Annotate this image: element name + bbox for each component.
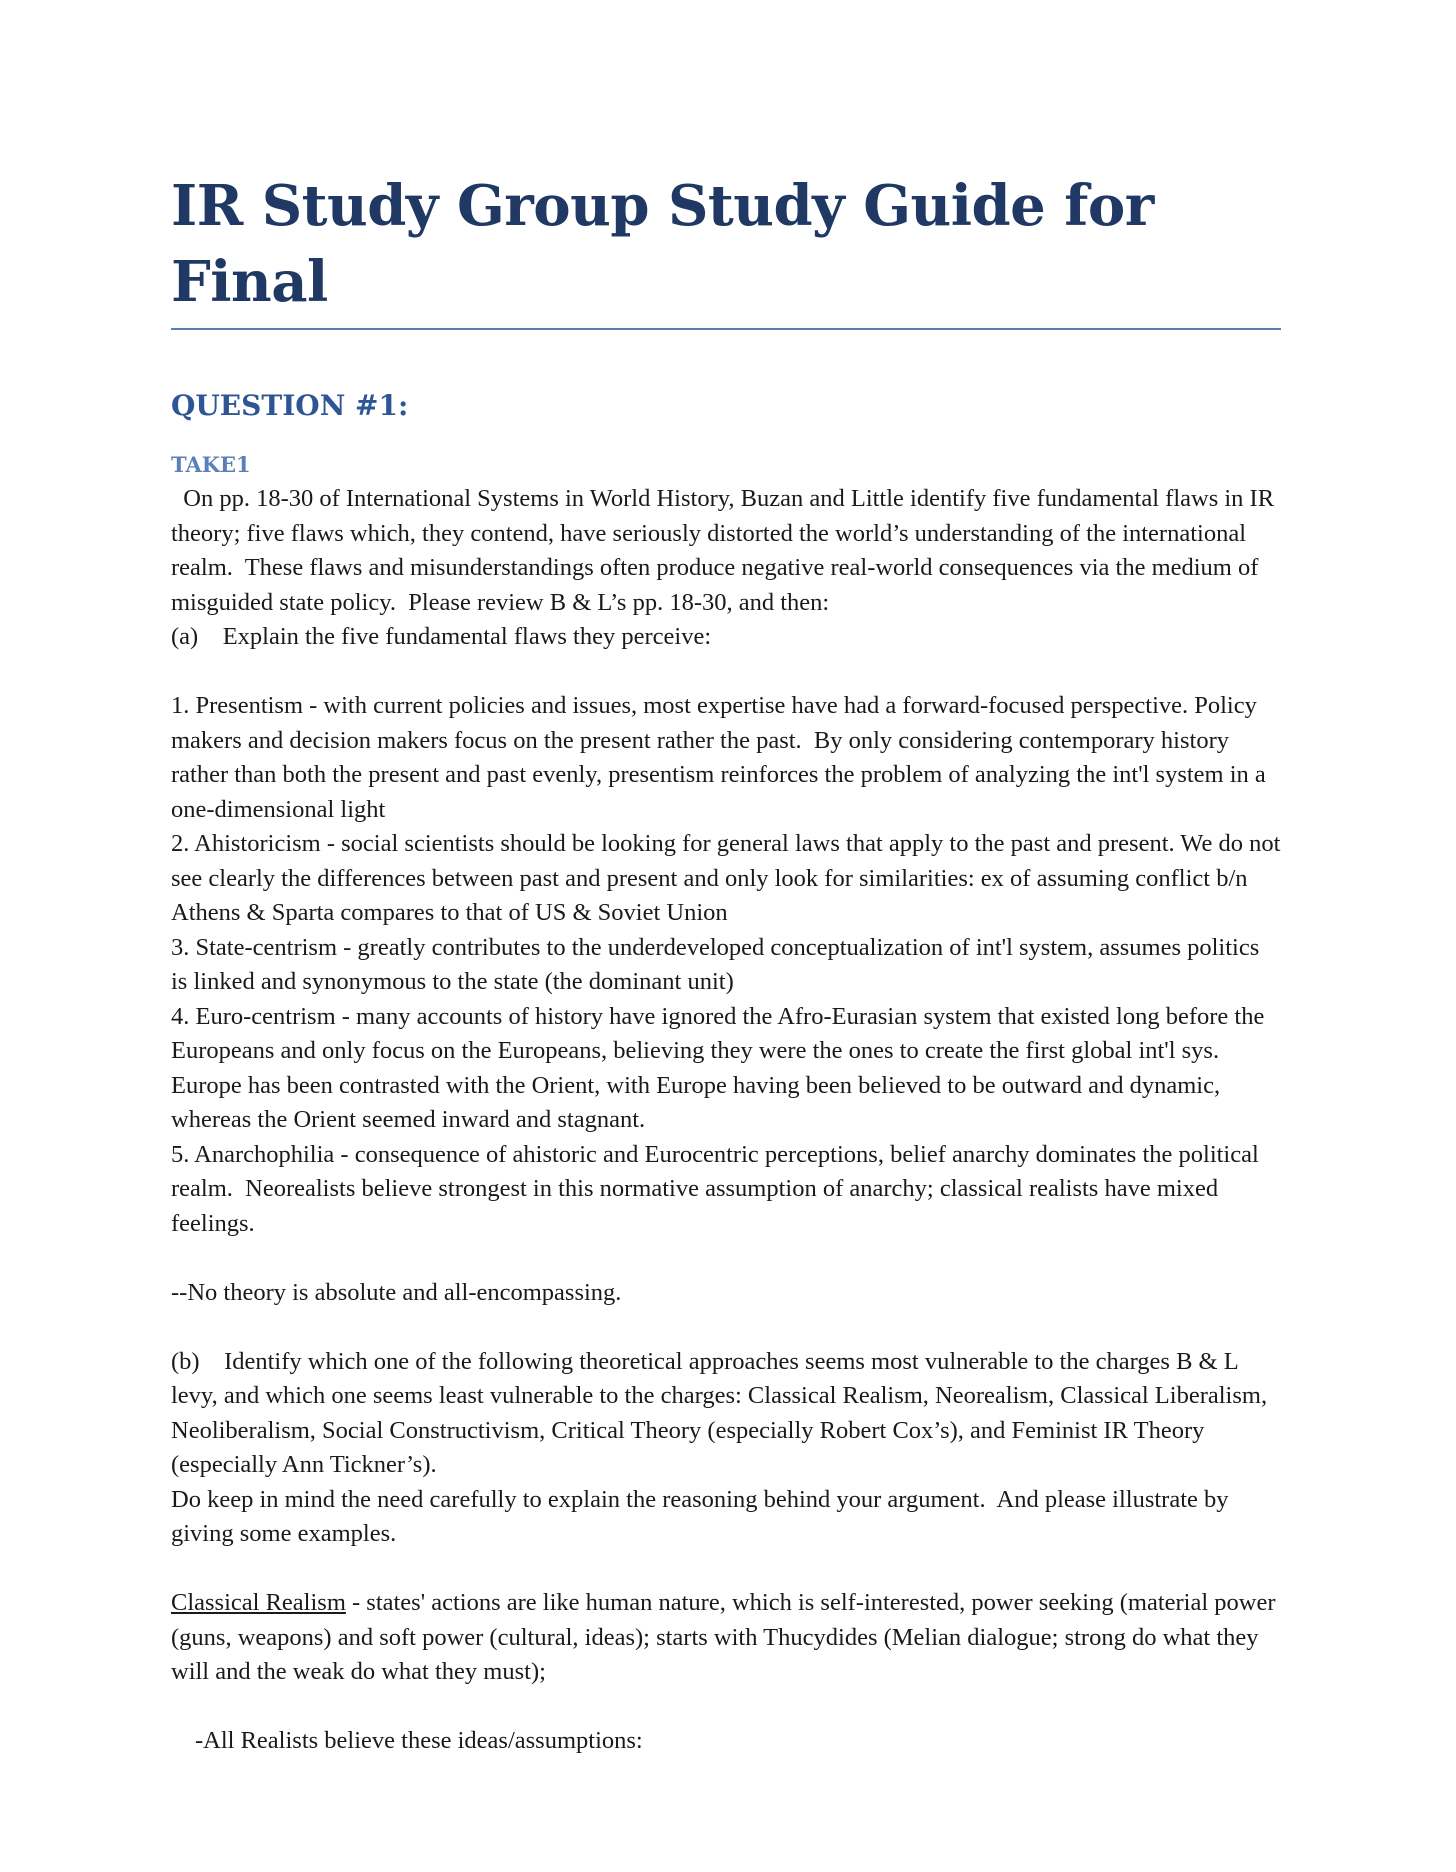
- spacer: [171, 1241, 1281, 1276]
- spacer: [171, 1552, 1281, 1587]
- spacer: [171, 1690, 1281, 1725]
- part-a-prompt: (a) Explain the five fundamental flaws they perceive:: [171, 623, 712, 650]
- document-title: IR Study Group Study Guide for Final: [171, 168, 1281, 330]
- intro-paragraph: On pp. 18-30 of International Systems in World History, Buzan and Little identify five fundamental flaws in IR theory; five flaws which, they contend, have seriously distorted the world’s understanding of the international realm. These flaws and misunderstandings often produce negative real-world consequences via the medium of misguided state policy. Please review B & L’s pp. 18-30, and then:: [171, 485, 1281, 616]
- classical-realism-definition: - states' actions are like human nature, which is self-interested, power seeking (material power (guns, weapons) and soft power (cultural, ideas); starts with Thucydides (Melian dialogue; strong do what they will and the weak do what they must);: [171, 1589, 1282, 1685]
- flaw-presentism: 1. Presentism - with current policies and issues, most expertise have had a forward-focused perspective. Policy makers and decision makers focus on the present rather the past. By only considering contemporary history rather than both the present and past evenly, presentism reinforces the problem of analyzing the int'l system in a one-dimensional light: [171, 692, 1272, 823]
- no-theory-note: --No theory is absolute and all-encompassing.: [171, 1278, 622, 1306]
- classical-realism-term: Classical Realism: [171, 1589, 346, 1616]
- flaw-anarchophilia: 5. Anarchophilia - consequence of ahistoric and Eurocentric perceptions, belief anarchy dominates the political realm. Neorealists believe strongest in this normative assumption of anarchy; classical realists have mixed feelings.: [171, 1140, 1265, 1237]
- question-heading: QUESTION #1:: [171, 389, 409, 422]
- spacer: [171, 655, 1281, 690]
- flaw-state-centrism: 3. State-centrism - greatly contributes to the underdeveloped conceptualization of int'l system, assumes politics is linked and synonymous to the state (the dominant unit): [171, 933, 1266, 995]
- classical-realism-paragraph: [171, 1586, 1281, 1690]
- take-subheading: TAKE1: [171, 452, 251, 477]
- realists-assumptions-line: -All Realists believe these ideas/assumptions:: [195, 1727, 643, 1754]
- part-b-note: Do keep in mind the need carefully to explain the reasoning behind your argument. And please illustrate by giving some examples.: [171, 1485, 1235, 1547]
- part-b-prompt: (b) Identify which one of the following theoretical approaches seems most vulnerable to the charges B & L levy, and which one seems least vulnerable to the charges: Classical Realism, Neorealism, Classical Liberalism, Neoliberalism, Social Constructivism, Critical Theory (especially Robert Cox’s), and Feminist IR Theory (especially Ann Tickner’s).: [171, 1347, 1274, 1478]
- spacer: [171, 1310, 1281, 1345]
- flaw-euro-centrism: 4. Euro-centrism - many accounts of history have ignored the Afro-Eurasian system that existed long before the Europeans and only focus on the Europeans, believing they were the ones to create the first global int'l sys. Europe has been contrasted with the Orient, with Europe having been believed to be outward and dynamic, whereas the Orient seemed inward and stagnant.: [171, 1002, 1271, 1133]
- document-page: [171, 168, 1287, 1759]
- flaw-ahistoricism: 2. Ahistoricism - social scientists should be looking for general laws that apply to the past and present. We do not see clearly the differences between past and present and only look for similarities: ex of assuming conflict b/n Athens & Sparta compares to that of US & Soviet Union: [171, 830, 1287, 926]
